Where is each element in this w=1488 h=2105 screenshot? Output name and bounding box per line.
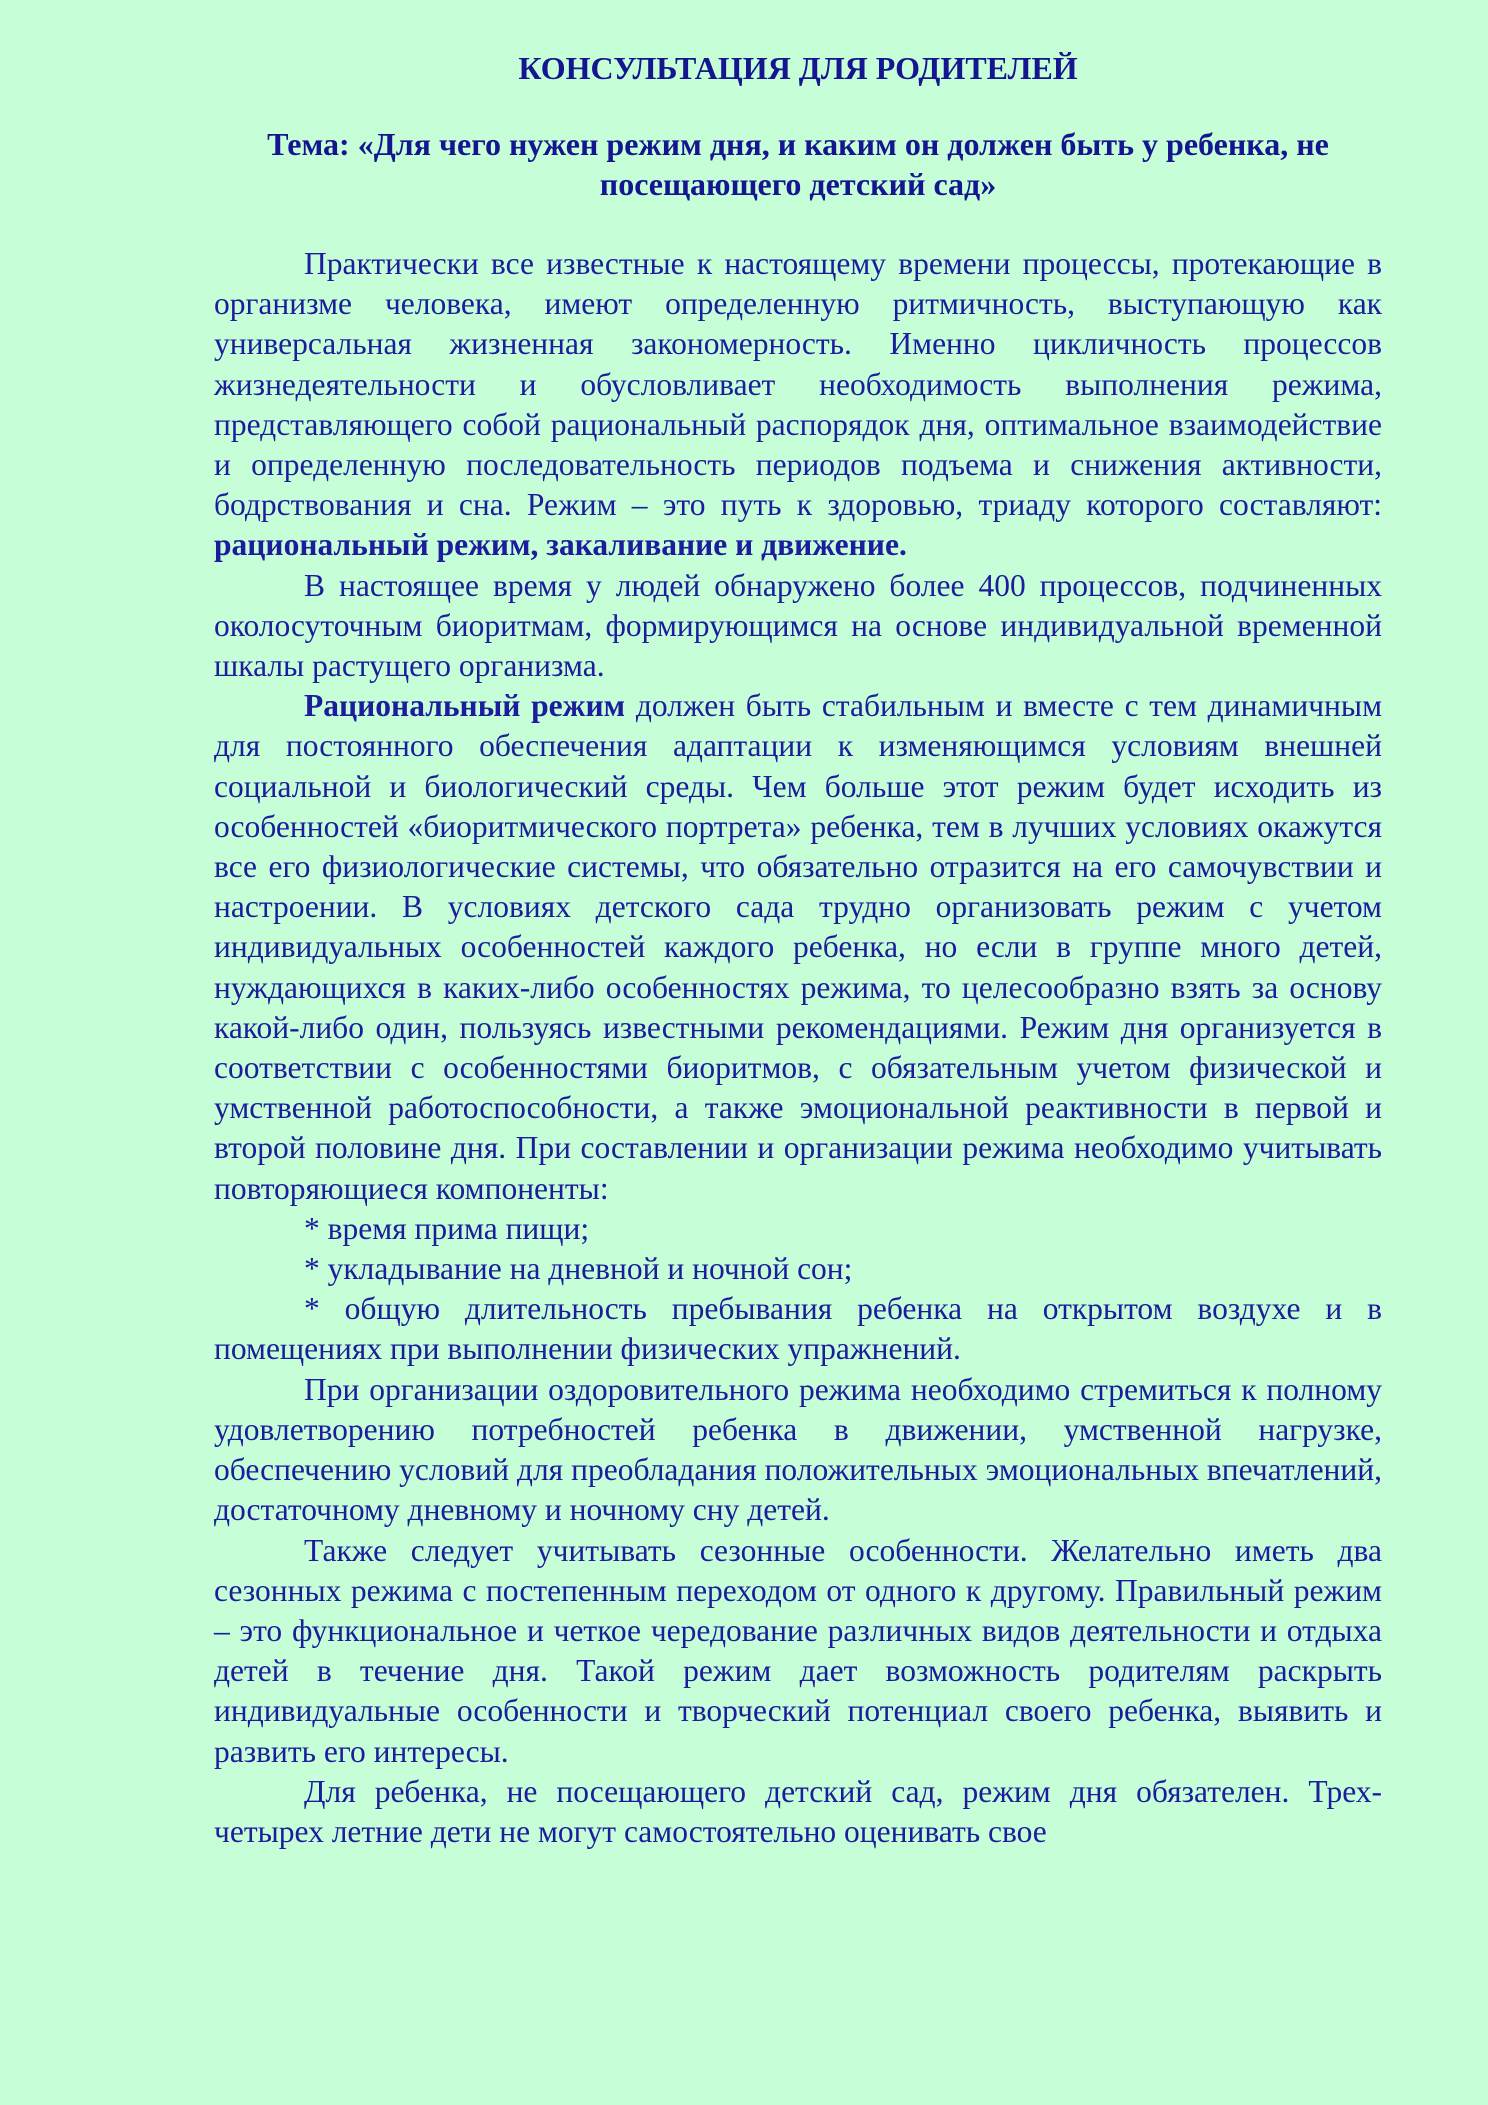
document-title: КОНСУЛЬТАЦИЯ ДЛЯ РОДИТЕЛЕЙ (518, 50, 1078, 86)
list-item: * общую длительность пребывания ребенка на открытом воздухе и в помещениях при выполнении физических упражнений. (214, 1291, 1382, 1367)
paragraph-3 (214, 686, 1382, 1209)
document-body (214, 244, 1382, 1852)
paragraph-6: Для ребенка, не посещающего детский сад, режим дня обязателен. Трех-четырех летние дети не могут самостоятельно оценивать свое (214, 1773, 1382, 1849)
paragraph-1-bold: рациональный режим, закаливание и движение. (214, 527, 907, 563)
list-item: * укладывание на дневной и ночной сон; (304, 1251, 853, 1287)
paragraph-1 (214, 244, 1382, 566)
paragraph-3-bold: Рациональный режим (304, 688, 626, 724)
paragraph-1-text: Практически все известные к настоящему времени процессы, протекающие в организме человека, имеют определенную ритмичность, выступающую как универсальная жизненная закономерность. Именно цикличность процессов жизнедеятельности и обусловливает необходимость выполнения режима, представляющего собой рациональный распорядок дня, оптимальное взаимодействие и определенную последовательность периодов подъема и снижения активности, бодрствования и сна. Режим – это путь к здоровью, триаду которого составляют: (214, 246, 1382, 523)
paragraph-5: Также следует учитывать сезонные особенности. Желательно иметь два сезонных режима с постепенным переходом от одного к другому. Правильный режим – это функциональное и четкое чередование различных видов деятельности и отдыха детей в течение дня. Такой режим дает возможность родителям раскрыть индивидуальные особенности и творческий потенциал своего ребенка, выявить и развить его интересы. (214, 1532, 1382, 1769)
document-topic: Тема: «Для чего нужен режим дня, и каким он должен быть у ребенка, не посещающего детский сад» (267, 126, 1329, 202)
paragraph-2: В настоящее время у людей обнаружено более 400 процессов, подчиненных околосуточным биоритмам, формирующимся на основе индивидуальной временной шкалы растущего организма. (214, 567, 1382, 684)
document-page (214, 48, 1382, 1852)
paragraph-4: При организации оздоровительного режима необходимо стремиться к полному удовлетворению потребностей ребенка в движении, умственной нагрузке, обеспечению условий для преобладания положительных эмоциональных впечатлений, достаточному дневному и ночному сну детей. (214, 1371, 1382, 1528)
paragraph-3-text: должен быть стабильным и вместе с тем динамичным для постоянного обеспечения адаптации к изменяющимся условиям внешней социальной и биологический среды. Чем больше этот режим будет исходить из особенностей «биоритмического портрета» ребенка, тем в лучших условиях окажутся все его физиологические системы, что обязательно отразится на его самочувствии и настроении. В условиях детского сада трудно организовать режим с учетом индивидуальных особенностей каждого ребенка, но если в группе много детей, нуждающихся в каких-либо особенностях режима, то целесообразно взять за основу какой-либо один, пользуясь известными рекомендациями. Режим дня организуется в соответствии с особенностями биоритмов, с обязательным учетом физической и умственной работоспособности, а также эмоциональной реактивности в первой и второй половине дня. При составлении и организации режима необходимо учитывать повторяющиеся компоненты: (214, 688, 1382, 1206)
list-item: * время прима пищи; (304, 1210, 590, 1246)
